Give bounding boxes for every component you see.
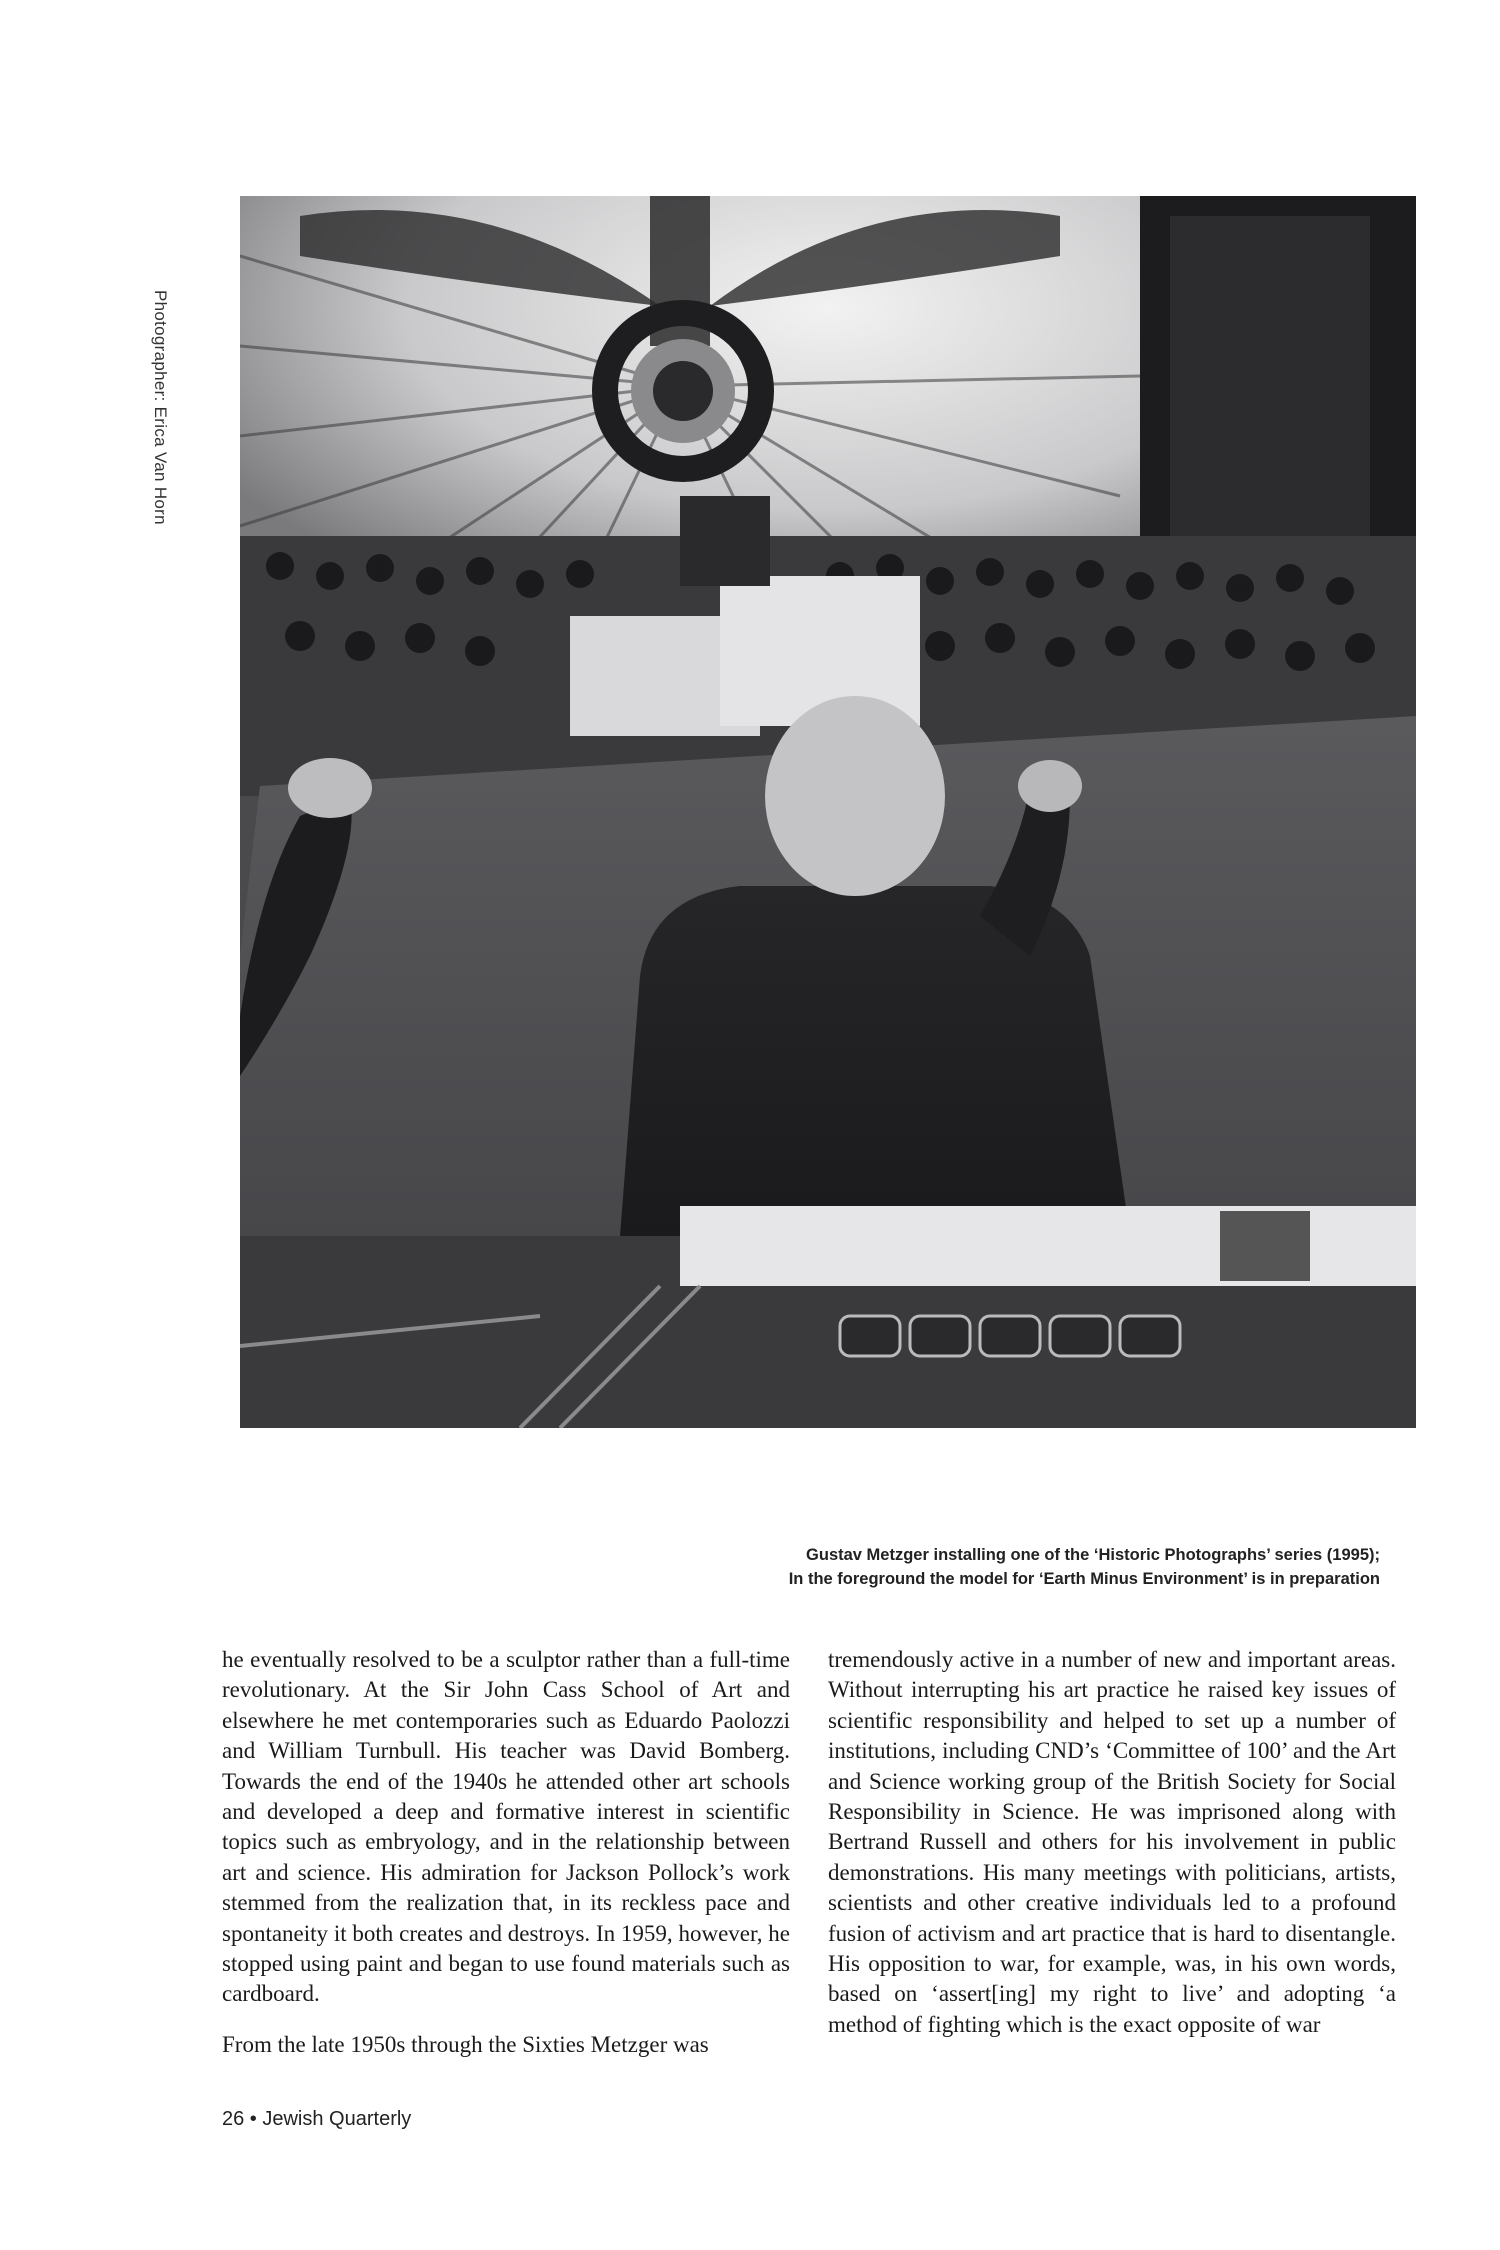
man-back	[620, 886, 1130, 1236]
right-column	[828, 1645, 1396, 2040]
photo-illustration	[240, 196, 1416, 1428]
photo-caption	[400, 1543, 1380, 1591]
page-folio: 26 • Jewish Quarterly	[222, 2108, 412, 2130]
man-head	[765, 696, 945, 896]
paragraph: From the late 1950s through the Sixties Metzger was	[222, 2031, 709, 2057]
paragraph: tremendously active in a number of new and important areas. Without interrupting his art practice he raised key issues of scientific responsibility and helped to set up a number of institutions, including CND’s ‘Committee of 100’ and the Art and Science working group of the British Society for Social Responsibility in Science. He was imprisoned along with Bertrand Russell and others for his involvement in public demonstrations. His many meetings with politicians, artists, scientists and other creative individuals led to a profound fusion of activism and art practice that is hard to disentangle. His opposition to war, for example, was, in his own words, based on ‘assert[ing] my right to live’ and adopting ‘a method of fighting which is the exact opposite of war	[828, 1647, 1396, 2037]
installation-photo	[240, 196, 1416, 1428]
paragraph: he eventually resolved to be a sculptor rather than a full-time revolutionary. At the Sir John Cass School of Art and elsewhere he met contemporaries such as Eduardo Paolozzi and William Turnbull. His teacher was David Bomberg. Towards the end of the 1940s he attended other art schools and developed a deep and formative interest in scientific topics such as embryology, and in the relationship between art and science. His admiration for Jackson Pollock’s work stemmed from the realization that, in its reckless pace and spontaneity it both creates and destroys. In 1959, however, he stopped using paint and began to use found materials such as cardboard.	[222, 1647, 790, 2007]
left-hand	[288, 758, 372, 818]
photo-credit: Photographer: Erica Van Horn	[151, 290, 170, 525]
man-hand	[1018, 760, 1082, 812]
left-column	[222, 1645, 790, 2060]
caption-line-1: Gustav Metzger installing one of the ‘Historic Photographs’ series (1995);	[806, 1546, 1380, 1564]
caption-line-2: In the foreground the model for ‘Earth Minus Environment’ is in preparation	[788, 1570, 1380, 1588]
podium-center	[720, 576, 920, 726]
